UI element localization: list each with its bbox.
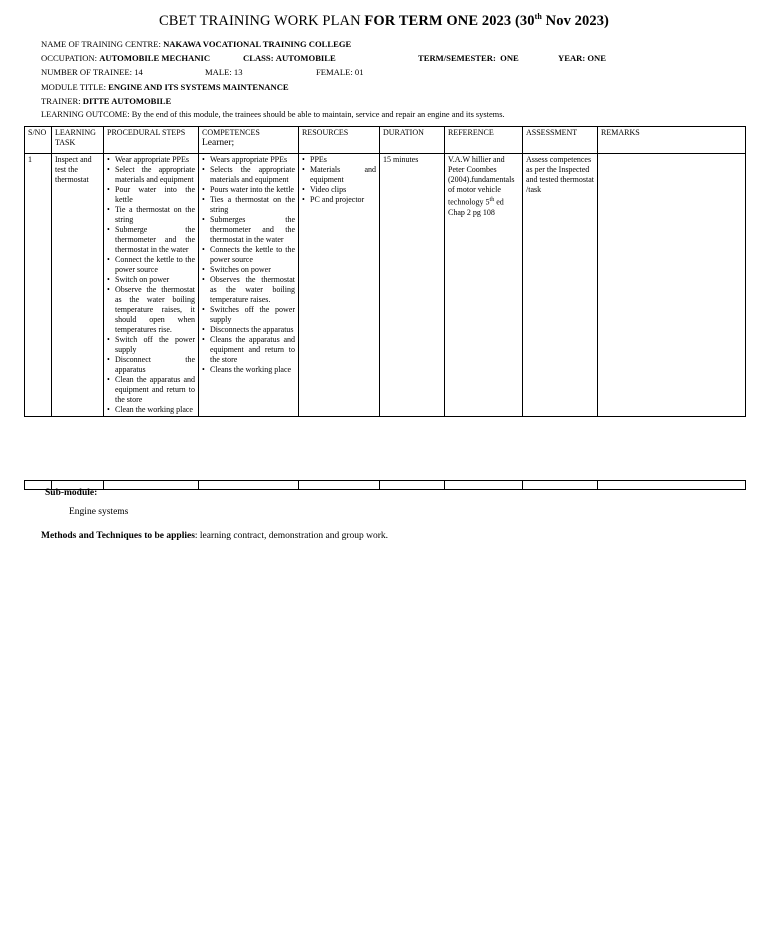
methods-line: Methods and Techniques to be applies: learning contract, demonstration and group work. [41,531,389,541]
training-centre-line: NAME OF TRAINING CENTRE: NAKAWA VOCATIONAL TRAINING COLLEGE [41,39,352,49]
header-reference: REFERENCE [445,127,523,154]
header-sno: S/NO [25,127,52,154]
list-item: • Clean the apparatus and equipment and return to the store [107,375,195,405]
occupation-line: OCCUPATION: AUTOMOBILE MECHANIC [41,53,211,63]
list-item: • Disconnects the apparatus [202,325,295,335]
list-item: • PPEs [302,155,376,165]
trainer-line: TRAINER: DITTE AUTOMOBILE [41,96,172,106]
header-competences: COMPETENCES Learner; [199,127,299,154]
table-row [25,154,746,417]
cell-procedural-steps [104,154,199,417]
cell-assessment: Assess competences as per the Inspected and tested thermostat /task [523,154,598,417]
list-item: • Disconnect the apparatus [107,355,195,375]
list-item: • Wear appropriate PPEs [107,155,195,165]
cell-sno: 1 [25,154,52,417]
list-item: • Pours water into the kettle [202,185,295,195]
work-plan-table [24,126,746,417]
list-item: • Pour water into the kettle [107,185,195,205]
year-field: YEAR: ONE [558,53,606,63]
female-count: FEMALE: 01 [316,67,364,77]
resources-list [302,155,376,205]
header-learning-task: LEARNING TASK [52,127,104,154]
list-item: • Video clips [302,185,376,195]
module-title-line: MODULE TITLE: ENGINE AND ITS SYSTEMS MAINTENANCE [41,82,289,92]
learning-outcome: LEARNING OUTCOME: By the end of this module, the trainees should be able to maintain, service and repair an engine and its systems. [41,110,505,119]
list-item: • Wears appropriate PPEs [202,155,295,165]
class-field: CLASS: AUTOMOBILE [243,53,336,63]
list-item: • Cleans the working place [202,365,295,375]
submodule-label: Sub-module: [45,488,98,498]
list-item: • Switches on power [202,265,295,275]
header-remarks: REMARKS [598,127,746,154]
list-item: • Submerge the thermometer and the thermostat in the water [107,225,195,255]
list-item: • Submerges the thermometer and the thermostat in the water [202,215,295,245]
list-item: • Switch on power [107,275,195,285]
list-item: • Observes the thermostat as the water boiling temperature raises. [202,275,295,305]
male-count: MALE: 13 [205,67,243,77]
list-item: • Switches off the power supply [202,305,295,325]
table-row [25,481,746,490]
empty-cell [598,481,746,490]
list-item: • Switch off the power supply [107,335,195,355]
competences-list [202,155,295,375]
list-item: • Selects the appropriate materials and equipment [202,165,295,185]
list-item: • Observe the thermostat as the water boiling temperature raises, it should open when temperatures rise. [107,285,195,335]
empty-table-row [24,480,746,490]
cell-resources [299,154,380,417]
list-item: • Select the appropriate materials and equipment [107,165,195,185]
list-item: • Cleans the apparatus and equipment and return to the store [202,335,295,365]
list-item: • Tie a thermostat on the string [107,205,195,225]
list-item: • Materials and equipment [302,165,376,185]
procedural-steps-list [107,155,195,415]
empty-cell [299,481,380,490]
header-assessment: ASSESSMENT [523,127,598,154]
empty-cell [199,481,299,490]
header-procedural-steps: PROCEDURAL STEPS [104,127,199,154]
cell-learning-task: Inspect and test the thermostat [52,154,104,417]
cell-duration: 15 minutes [380,154,445,417]
header-resources: RESOURCES [299,127,380,154]
empty-cell [380,481,445,490]
empty-cell [523,481,598,490]
list-item: • Connect the kettle to the power source [107,255,195,275]
header-competences-sub: Learner; [202,138,235,148]
cell-reference: V.A.W hillier and Peter Coombes (2004).fundamentals of motor vehicle technology 5th ed Chap 2 pg 108 [445,154,523,417]
cell-competences [199,154,299,417]
trainee-count-line: NUMBER OF TRAINEE: 14 [41,67,143,77]
page-title: CBET TRAINING WORK PLAN FOR TERM ONE 2023 (30th Nov 2023) [158,12,609,29]
submodule-value: Engine systems [69,507,129,517]
list-item: • Ties a thermostat on the string [202,195,295,215]
list-item: • Connects the kettle to the power source [202,245,295,265]
term-field: TERM/SEMESTER: ONE [418,53,519,63]
table-header-row [25,127,746,154]
list-item: • PC and projector [302,195,376,205]
cell-remarks [598,154,746,417]
empty-cell [104,481,199,490]
list-item: • Clean the working place [107,405,195,415]
header-duration: DURATION [380,127,445,154]
empty-cell [445,481,523,490]
